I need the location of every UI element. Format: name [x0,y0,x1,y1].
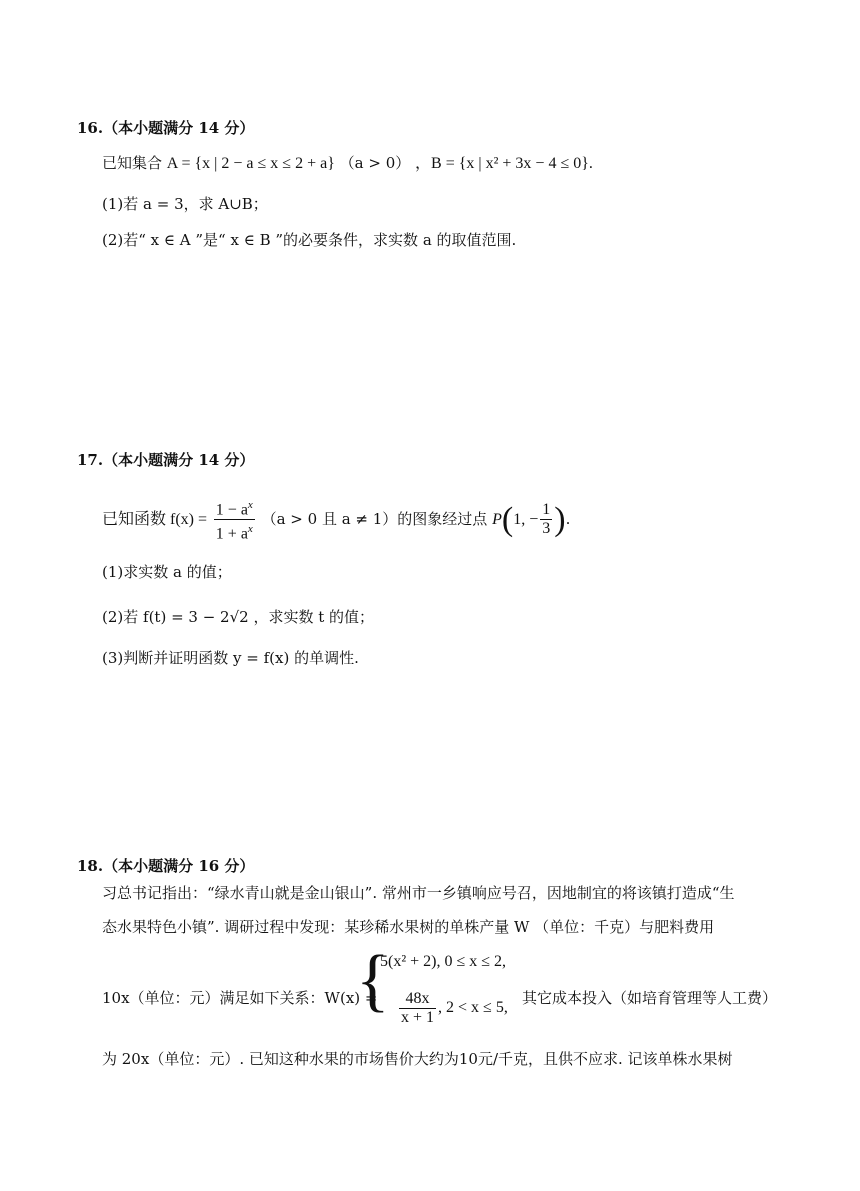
q17-stem: 已知函数 f(x) = $\frac{1 - a^x}{1 + a^x}$ （a > 0 且 a ≠ 1）的图象经过点 P(1, − $\frac{1}{3}$ ). [102,496,570,540]
q18-case2-numerator: 48x [399,990,436,1009]
q18-case1: 5(x² + 2), 0 ≤ x ≤ 2, [380,953,507,970]
q16-part2: (2)若“ x ∈ A ”是“ x ∈ B ”的必要条件，求实数 a 的取值范围. [102,231,517,249]
q16-stem-prefix: 已知集合 [102,154,163,172]
q18-line4: 为 20x（单位：元）. 已知这种水果的市场售价大约为10元/千克，且供不应求. 记该单株水果树 [102,1050,733,1068]
q16-condition: （a > 0） [339,154,411,172]
q16-set-a: A = {x | 2 − a ≤ x ≤ 2 + a} [166,155,335,172]
q17-point-fraction-numerator: 1 [542,501,551,519]
q18-heading: 18.（本小题满分 16 分） [77,857,255,875]
q17-fraction-denominator: $1 + a^x$ [215,523,253,543]
q18-case2-denominator: x + 1 [401,1009,435,1026]
q18-case2 [397,990,508,1027]
q16-stem [102,153,593,174]
q18-case2-tail: , 2 < x ≤ 5, [438,999,508,1017]
q17-part1: (1)求实数 a 的值； [102,563,232,581]
q18-piecewise-brace: { [356,942,390,1019]
q17-point-x: 1, − [513,510,539,528]
q17-condition: （a > 0 且 a ≠ 1）的图象经过点 [261,509,488,528]
q16-set-b: ，B = {x | x² + 3x − 4 ≤ 0}. [415,155,593,172]
q16-part1: (1)若 a = 3，求 A∪B； [102,195,268,213]
q17-part2: (2)若 f(t) = 3 − 2√2 ，求实数 t 的值； [102,608,375,626]
q18-line3-prefix: 10x（单位：元）满足如下关系：W(x) = [102,989,378,1007]
q18-line1: 习总书记指出：“绿水青山就是金山银山”. 常州市一乡镇响应号召，因地制宜的将该镇打造成“生 [102,884,735,902]
q18-case2-fraction [399,990,436,1027]
q17-heading: 17.（本小题满分 14 分） [77,451,255,469]
q16-heading: 16.（本小题满分 14 分） [77,119,255,137]
q17-left-paren: ( [501,500,514,538]
q17-point-fraction-denominator: 3 [542,520,551,538]
q17-point-label: P [492,510,502,528]
q17-point-fraction [540,501,552,538]
q17-fraction-numerator: $1 - a^x$ [214,496,255,520]
q17-part3: (3)判断并证明函数 y = f(x) 的单调性. [102,649,359,667]
q17-fraction [214,496,255,544]
q18-line3-suffix: 其它成本投入（如培育管理等人工费） [522,989,778,1007]
q17-right-paren: ) [554,500,566,538]
q17-stem-prefix: 已知函数 f(x) = [102,510,208,528]
q18-line2: 态水果特色小镇”. 调研过程中发现：某珍稀水果树的单株产量 W （单位：千克）与肥料费用 [102,918,715,936]
